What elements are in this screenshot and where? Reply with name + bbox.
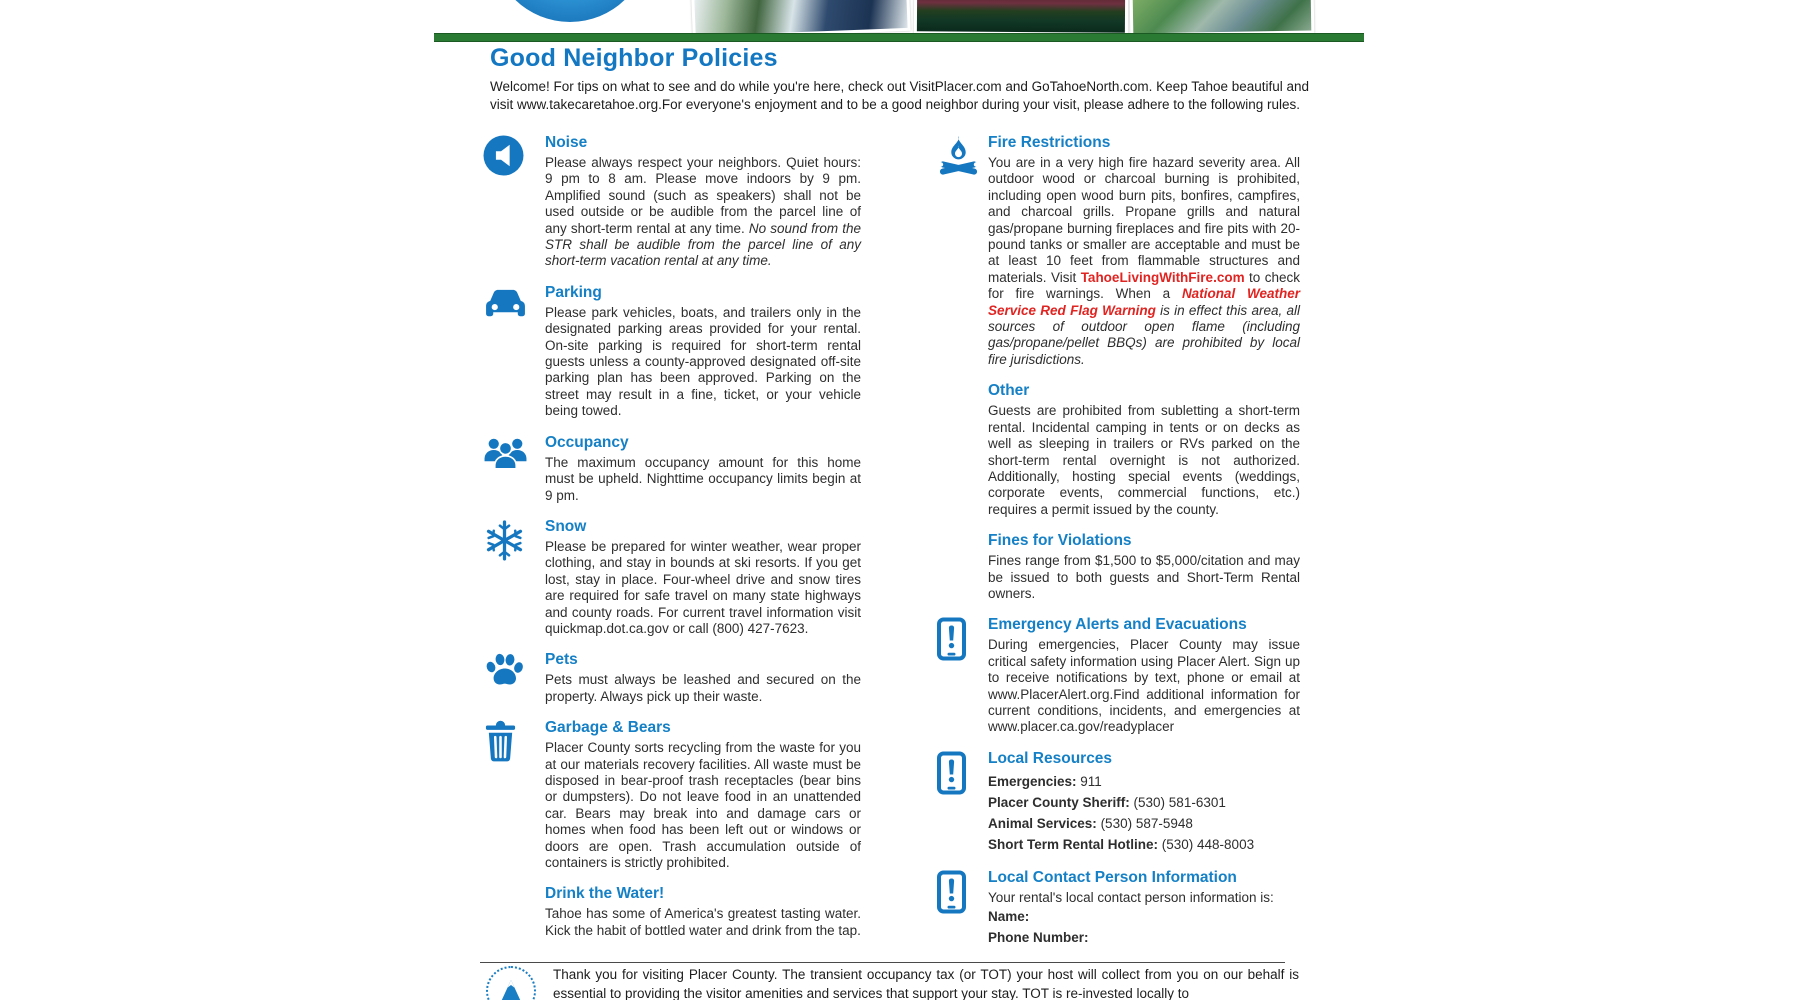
speaker-icon — [483, 134, 545, 270]
visit-placer-logo-partial — [492, 0, 648, 22]
policies-right-column — [936, 134, 1300, 962]
text-segment: National Weather Service Red Flag Warning — [988, 286, 1300, 318]
text-segment: Fines range from $1,500 to $5,000/citation and may be issued to both guests and Short-Term Rental owners. — [988, 553, 1300, 601]
resource-line — [988, 927, 1300, 948]
policy-section-fire-restrictions — [936, 134, 1300, 368]
section-paragraph — [545, 672, 861, 705]
text-segment: The maximum occupancy amount for this home must be upheld. Nighttime occupancy limits begin at 9 pm. — [545, 454, 861, 503]
section-body — [988, 750, 1300, 855]
policy-section-occupancy — [483, 434, 861, 504]
section-heading-local-contact: Local Contact Person Information — [988, 868, 1237, 886]
resource-line — [988, 906, 1300, 927]
section-body — [545, 719, 861, 871]
photo-image — [1133, 0, 1312, 34]
resource-label: Emergencies: — [988, 773, 1077, 789]
text-segment: Your rental's local contact person information is: — [988, 889, 1274, 905]
policy-document — [434, 0, 1364, 1000]
section-heading-emergency-alerts: Emergency Alerts and Evacuations — [988, 616, 1247, 634]
section-paragraph — [988, 890, 1300, 906]
section-paragraph — [545, 740, 861, 871]
text-segment: You are in a very high fire hazard severity area. All outdoor wood or charcoal burning is prohibited, including open wood burn pits, bonfires, campfires, and charcoal grills. Propane grills and natural gas/propane burning fireplaces and fire pits with 20-pound tanks or smaller are acceptable and must be at least 10 feet from flammable structures and materials. Visit — [988, 155, 1300, 285]
section-paragraph — [545, 906, 861, 939]
resource-value: (530) 581-6301 — [1129, 794, 1226, 810]
policy-section-local-resources — [936, 750, 1300, 855]
section-heading-parking: Parking — [545, 283, 602, 301]
text-segment: to check for fire warnings. When a — [988, 269, 1301, 302]
section-body — [545, 434, 861, 504]
text-segment: Please be prepared for winter weather, wear proper clothing, and stay in bounds at ski resorts. If you get lost, stay in place. Four-wheel drive and snow tires are required for safe travel on many state highways and county roads. For current travel information visit quickmap.dot.ca.gov or call (800) 427-7623. — [545, 538, 861, 636]
mountain-seal-icon — [494, 974, 528, 1000]
section-body — [545, 134, 861, 270]
policy-section-pets — [483, 651, 861, 705]
section-body — [988, 532, 1300, 602]
policy-section-parking — [483, 284, 861, 420]
resource-line — [988, 792, 1300, 813]
section-paragraph — [988, 155, 1300, 368]
policy-section-other — [936, 382, 1300, 518]
snowflake-icon — [483, 518, 545, 637]
resource-line — [988, 813, 1300, 834]
section-body — [545, 518, 861, 637]
trash-can-icon — [483, 719, 545, 871]
section-body — [988, 616, 1300, 735]
section-heading-pets: Pets — [545, 651, 578, 669]
text-segment: Guests are prohibited from subletting a short-term rental. Incidental camping in tents or on decks as well as sleeping in trailers or RVs parked on the short-term rental overnight is not authorized. Additionally, hosting special events (weddings, corporate events, commercial functions, etc.) requires a permit issued by the county. — [988, 403, 1300, 517]
policy-section-noise — [483, 134, 861, 270]
text-segment: is in effect this area, all sources of outdoor open flame (including gas/propane/pellet BBQs) are prohibited by local fire jurisdictions. — [988, 302, 1300, 367]
section-body — [545, 885, 861, 939]
resource-label: Animal Services: — [988, 815, 1097, 831]
policy-section-emergency-alerts — [936, 616, 1300, 735]
section-body — [988, 869, 1300, 948]
photo-image — [917, 0, 1125, 33]
resource-label: Placer County Sheriff: — [988, 794, 1130, 810]
resource-value: (530) 448-8003 — [1158, 836, 1255, 852]
footer-divider — [480, 962, 1285, 963]
car-icon — [483, 284, 545, 420]
phone-alert-icon — [936, 616, 988, 735]
page-title: Good Neighbor Policies — [490, 44, 778, 72]
section-paragraph — [545, 539, 861, 637]
banner-photo-stream-rocks — [1130, 0, 1315, 37]
no-icon-spacer — [483, 885, 545, 939]
section-heading-fines-for-violations: Fines for Violations — [988, 532, 1132, 550]
text-segment: Placer County sorts recycling from the waste for you at our materials recovery facilities. All waste must be disposed in bear-proof trash receptacles (bear bins or dumpsters). Do not leave food in an unattended car. Bears may break into and damage cars or homes when food has been left out or windows or doors are open. Trash accumulation outside of containers is strictly prohibited. — [545, 740, 861, 870]
phone-alert-icon — [936, 869, 988, 948]
banner-photo-forest-lake — [914, 0, 1128, 36]
policies-left-column — [483, 134, 861, 953]
text-segment: Please park vehicles, boats, and trailers only in the designated parking areas provided for your rental. On-site parking is required for short-term rental guests unless a county-approved designated off-site parking plan has been approved. Parking on the street may result in a fine, ticket, or your vehicle being towed. — [545, 304, 861, 419]
resource-line — [988, 771, 1300, 792]
section-body — [545, 651, 861, 705]
footer-note: Thank you for visiting Placer County. The transient occupancy tax (or TOT) your host will collect from you on our behalf is essential to providing the visitor amenities and services that support your stay. TOT is re-invested locally to — [553, 967, 1299, 1000]
policy-section-snow — [483, 518, 861, 637]
section-body — [988, 134, 1300, 368]
text-segment: During emergencies, Placer County may issue critical safety information using Placer Alert. Sign up to receive notifications by text, phone or email at www.PlacerAlert.org.Find additional information for current conditions, incidents, and emergencies at www.placer.ca.gov/readyplacer — [988, 637, 1300, 735]
section-heading-occupancy: Occupancy — [545, 433, 629, 451]
tahoe-living-with-fire-link: TahoeLivingWithFire.com — [1080, 269, 1245, 285]
paw-icon — [483, 651, 545, 705]
text-segment: No sound from the STR shall be audible from the parcel line of any short-term vacation rental at any time. — [545, 220, 862, 269]
resource-value: (530) 587-5948 — [1096, 815, 1193, 831]
section-paragraph — [545, 305, 861, 420]
policy-section-drink-the-water — [483, 885, 861, 939]
phone-alert-icon — [936, 750, 988, 855]
section-paragraph — [988, 637, 1300, 735]
resource-label: Short Term Rental Hotline: — [988, 836, 1159, 852]
photo-image — [694, 0, 907, 36]
resource-line — [988, 834, 1300, 855]
intro-paragraph: Welcome! For tips on what to see and do while you're here, check out VisitPlacer.com and GoTahoeNorth.com. Keep Tahoe beautiful and visit www.takecaretahoe.org.For everyone's enjoyment and to be a good neighbor during your visit, please adhere to the following rules. — [490, 79, 1310, 112]
no-icon-spacer — [936, 382, 988, 518]
text-segment: Please always respect your neighbors. Quiet hours: 9 pm to 8 am. Please move indoors by 9 pm. Amplified sound (such as speakers) shall not be used outside or be audible from the parcel line of any short-term rental at any time. — [545, 155, 861, 236]
campfire-icon — [936, 134, 988, 368]
section-heading-local-resources: Local Resources — [988, 749, 1113, 767]
text-segment: Tahoe has some of America's greatest tasting water. Kick the habit of bottled water and drink from the tap. — [545, 906, 861, 938]
no-icon-spacer — [936, 532, 988, 602]
section-paragraph — [545, 155, 861, 270]
section-heading-other: Other — [988, 382, 1030, 400]
section-heading-fire-restrictions: Fire Restrictions — [988, 134, 1111, 151]
section-heading-snow: Snow — [545, 517, 587, 535]
resource-value: 911 — [1076, 773, 1102, 789]
photo-banner — [434, 0, 1364, 30]
resource-label: Phone Number: — [988, 930, 1089, 946]
policy-section-fines-for-violations — [936, 532, 1300, 602]
section-heading-noise: Noise — [545, 134, 588, 151]
section-paragraph — [545, 455, 861, 504]
section-paragraph — [988, 553, 1300, 602]
placer-county-seal — [486, 966, 536, 1000]
section-heading-drink-the-water: Drink the Water! — [545, 885, 665, 903]
section-body — [988, 382, 1300, 518]
resource-label: Name: — [988, 909, 1030, 925]
section-body — [545, 284, 861, 420]
policy-section-local-contact — [936, 869, 1300, 948]
policy-section-garbage-bears — [483, 719, 861, 871]
green-divider-bar — [434, 33, 1364, 42]
section-heading-garbage-bears: Garbage & Bears — [545, 719, 671, 737]
section-paragraph — [988, 403, 1300, 518]
text-segment: Pets must always be leashed and secured on the property. Always pick up their waste. — [545, 672, 861, 704]
people-group-icon — [483, 434, 545, 504]
